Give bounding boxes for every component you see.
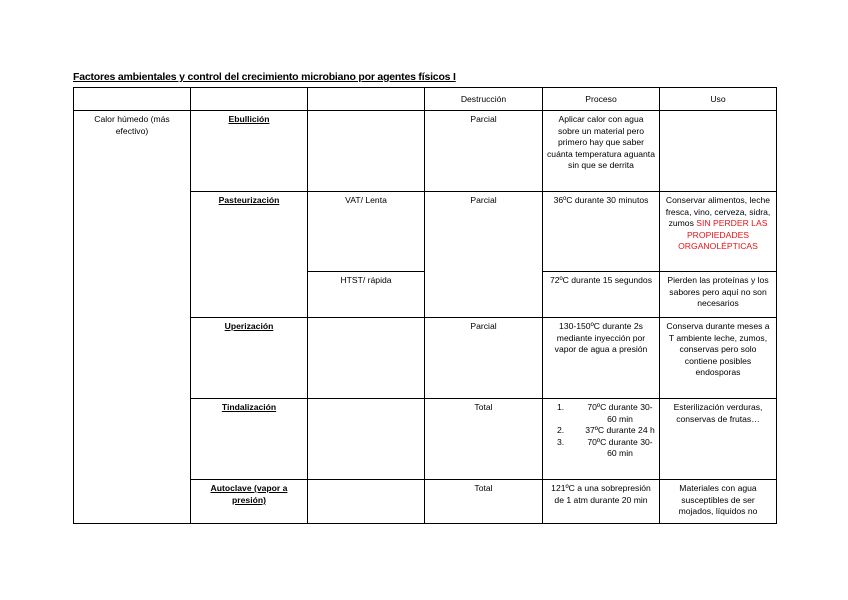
step-text: 37ºC durante 24 h xyxy=(585,425,655,436)
method-cell xyxy=(191,399,308,480)
destruccion-cell: Parcial xyxy=(425,111,543,192)
proceso-cell: Aplicar calor con agua sobre un material pero primero hay que saber cuánta temperatura aguanta sin que se derrita xyxy=(543,111,660,192)
category-label: Calor húmedo (más efectivo) xyxy=(94,114,170,136)
tindalizacion-steps xyxy=(547,402,655,460)
uso-cell: Materiales con agua susceptibles de ser mojados, líquidos no xyxy=(660,480,777,524)
header-cell-destruccion: Destrucción xyxy=(425,88,543,111)
step-text: 70ºC durante 30-60 min xyxy=(587,402,653,424)
uso-cell: Pierden las proteínas y los sabores pero aquí no son necesarios xyxy=(660,272,777,318)
header-cell-proceso: Proceso xyxy=(543,88,660,111)
proceso-cell xyxy=(543,399,660,480)
uso-cell: Esterilización verduras, conservas de frutas… xyxy=(660,399,777,480)
category-cell xyxy=(74,111,191,524)
method-tindalizacion: Tindalización xyxy=(221,402,277,412)
list-item xyxy=(547,402,655,425)
method-pasteurizacion: Pasteurización xyxy=(218,195,280,205)
list-item xyxy=(547,437,655,460)
proceso-cell: 36ºC durante 30 minutos xyxy=(543,192,660,272)
header-cell-uso: Uso xyxy=(660,88,777,111)
variant-cell: VAT/ Lenta xyxy=(308,192,425,272)
method-cell xyxy=(191,480,308,524)
uso-cell xyxy=(660,192,777,272)
proceso-cell: 121ºC a una sobrepresión de 1 atm durante 20 min xyxy=(543,480,660,524)
method-uperizacion: Uperización xyxy=(224,321,274,331)
method-autoclave: Autoclave (vapor a presión) xyxy=(210,483,288,505)
method-cell xyxy=(191,318,308,399)
header-row xyxy=(74,88,777,111)
step-number: 3. xyxy=(557,436,565,447)
variant-cell xyxy=(308,318,425,399)
proceso-cell: 130-150ºC durante 2s mediante inyección por vapor de agua a presión xyxy=(543,318,660,399)
variant-cell: HTST/ rápida xyxy=(308,272,425,318)
step-number: 2. xyxy=(557,425,565,436)
method-cell xyxy=(191,111,308,192)
header-cell-method xyxy=(191,88,308,111)
uso-cell xyxy=(660,111,777,192)
header-cell-variant xyxy=(308,88,425,111)
list-item xyxy=(547,425,655,437)
header-cell-category xyxy=(74,88,191,111)
method-cell xyxy=(191,192,308,318)
uso-cell: Conserva durante meses a T ambiente leche, zumos, conservas pero solo contiene posibles endosporas xyxy=(660,318,777,399)
step-number: 1. xyxy=(557,402,565,412)
step-text: 70ºC durante 30-60 min xyxy=(587,436,653,459)
uso-highlight: SIN PERDER LAS PROPIEDADES ORGANOLÉPTICAS xyxy=(678,218,768,252)
variant-cell xyxy=(308,399,425,480)
destruccion-cell: Total xyxy=(425,399,543,480)
page-title: Factores ambientales y control del crecimiento microbiano por agentes físicos I xyxy=(73,71,456,83)
variant-cell xyxy=(308,111,425,192)
method-ebullicion: Ebullición xyxy=(228,114,270,124)
variant-cell xyxy=(308,480,425,524)
destruccion-cell: Parcial xyxy=(425,318,543,399)
destruccion-cell: Parcial xyxy=(425,192,543,318)
destruccion-cell: Total xyxy=(425,480,543,524)
proceso-cell: 72ºC durante 15 segundos xyxy=(543,272,660,318)
sterilization-table xyxy=(73,87,777,524)
uso-text: Conservar alimentos, leche fresca, vino, cerveza, sidra, zumos xyxy=(665,195,771,229)
table-row xyxy=(74,111,777,192)
